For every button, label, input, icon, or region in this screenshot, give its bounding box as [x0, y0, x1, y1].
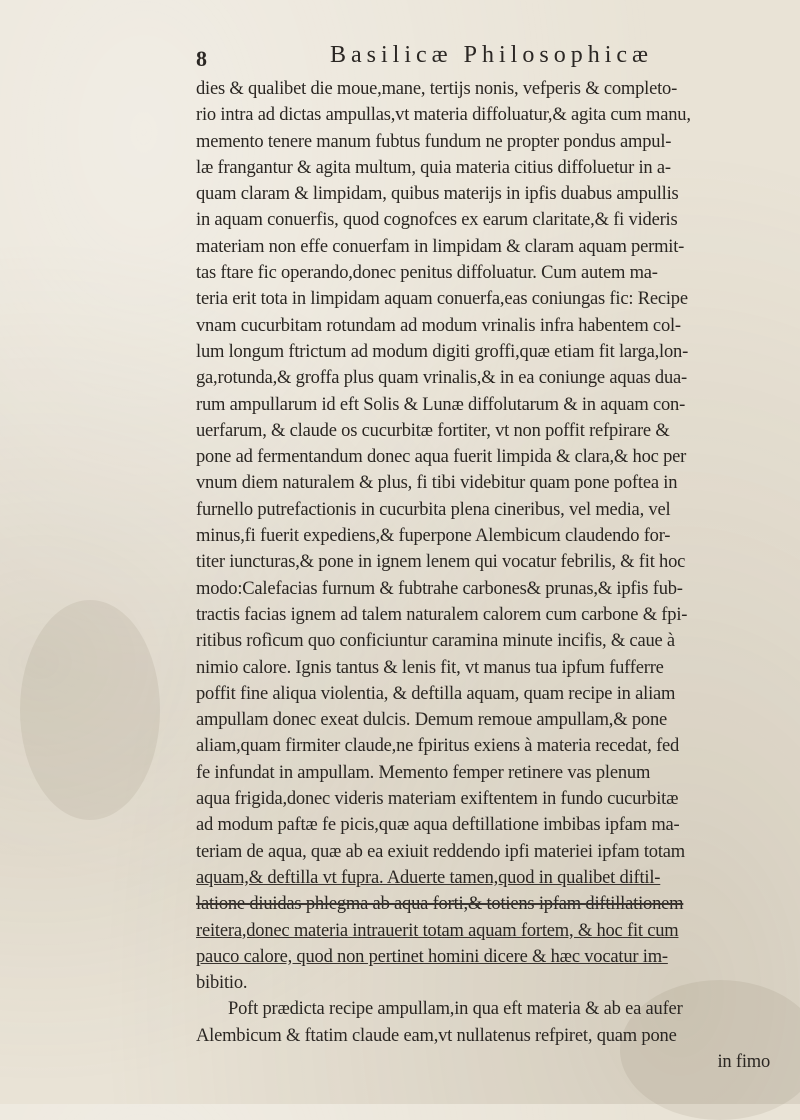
text-line: dies & qualibet die moue,mane, tertijs nonis, vefperis & completo- — [196, 79, 678, 99]
text-line: Alembicum & ftatim claude eam,vt nullatenus refpiret, quam pone — [196, 1025, 677, 1046]
text-line: læ frangantur & agita multum, quia materia citius diffoluetur in a- — [196, 157, 671, 178]
text-line: ampullam donec exeat dulcis. Demum remoue ampullam,& pone — [196, 710, 668, 731]
text-line: reitera,donec materia intrauerit totam aquam fortem, & hoc fit cum — [196, 920, 679, 941]
text-line: materiam non effe conuerfam in limpidam & claram aquam permit- — [196, 236, 685, 257]
text-line: lum longum ftrictum ad modum digiti groffi,quæ etiam fit larga,lon- — [196, 341, 689, 362]
text-line: titer iuncturas,& pone in ignem lenem qui vocatur febrilis, & fit hoc — [196, 552, 686, 573]
text-line: quam claram & limpidam, quibus materijs in ipfis duabus ampullis — [196, 184, 679, 205]
page-number: 8 — [196, 46, 208, 71]
text-line: rio intra ad dictas ampullas,vt materia diffoluatur,& agita cum manu, — [196, 105, 691, 126]
text-line: tractis facias ignem ad talem naturalem calorem cum carbone & fpi- — [196, 604, 688, 625]
text-line: furnello putrefactionis in cucurbita plena cineribus, vel media, vel — [196, 499, 671, 520]
running-head: Basilicæ Philosophicæ — [330, 42, 654, 68]
text-line: teriam de aqua, quæ ab ea exiuit reddendo ipfi materiei ipfam totam — [196, 841, 685, 862]
body-text — [196, 76, 774, 1075]
text-line: ritibus rofìcum quo conficiuntur caramina minute incifis, & caue à — [196, 631, 675, 652]
text-line: vnam cucurbitam rotundam ad modum vrinalis infra habentem col- — [196, 315, 681, 336]
text-line: nimio calore. Ignis tantus & lenis fit, vt manus tua ipfum fufferre — [196, 657, 664, 678]
text-line: poffit fine aliqua violentia, & deftilla aquam, quam recipe in aliam — [196, 683, 676, 704]
text-line: memento tenere manum fubtus fundum ne propter pondus ampul- — [196, 131, 672, 152]
text-line: fe infundat in ampullam. Memento femper retinere vas plenum — [196, 762, 651, 783]
text-line: latione diuidas phlegma ab aqua forti,& totiens ipfam diftillationem — [196, 894, 684, 915]
text-line: in aquam conuerfis, quod cognofces ex earum claritate,& fi videris — [196, 210, 678, 231]
text-line: pauco calore, quod non pertinet homini dicere & hæc vocatur im- — [196, 946, 668, 967]
paper-stain — [20, 600, 160, 820]
text-line: pone ad fermentandum donec aqua fuerit limpida & clara,& hoc per — [196, 447, 687, 468]
text-line: aquam,& deftilla vt fupra. Aduerte tamen,quod in qualibet diftil- — [196, 867, 661, 888]
text-line: Poft prædicta recipe ampullam,in qua eft materia & ab ea aufer — [228, 999, 683, 1020]
text-line: ad modum paftæ fe picis,quæ aqua deftillatione imbibas ipfam ma- — [196, 815, 680, 836]
text-line: uerfarum, & claude os cucurbitæ fortiter, vt non poffit refpirare & — [196, 420, 670, 441]
text-line: aliam,quam firmiter claude,ne fpiritus exiens à materia recedat, fed — [196, 736, 680, 757]
text-line: rum ampullarum id eft Solis & Lunæ diffolutarum & in aquam con- — [196, 394, 686, 415]
text-line: vnum diem naturalem & plus, fi tibi videbitur quam pone poftea in — [196, 473, 678, 494]
text-line: minus,fi fuerit expediens,& fuperpone Alembicum claudendo for- — [196, 526, 671, 547]
text-line: in fimo — [717, 1051, 770, 1072]
text-line: bibitio. — [196, 973, 248, 994]
text-line: modo:Calefacias furnum & fubtrahe carbones& prunas,& ipfis fub- — [196, 578, 683, 599]
text-line: aqua frigida,donec videris materiam exiftentem in fundo cucurbitæ — [196, 789, 679, 810]
page-header — [0, 38, 800, 78]
text-line: ga,rotunda,& groffa plus quam vrinalis,& in ea coniunge aquas dua- — [196, 368, 687, 389]
text-line: teria erit tota in limpidam aquam conuerfa,eas coniungas fic: Recipe — [196, 289, 688, 310]
text-line: tas ftare fic operando,donec penitus diffoluatur. Cum autem ma- — [196, 263, 658, 284]
